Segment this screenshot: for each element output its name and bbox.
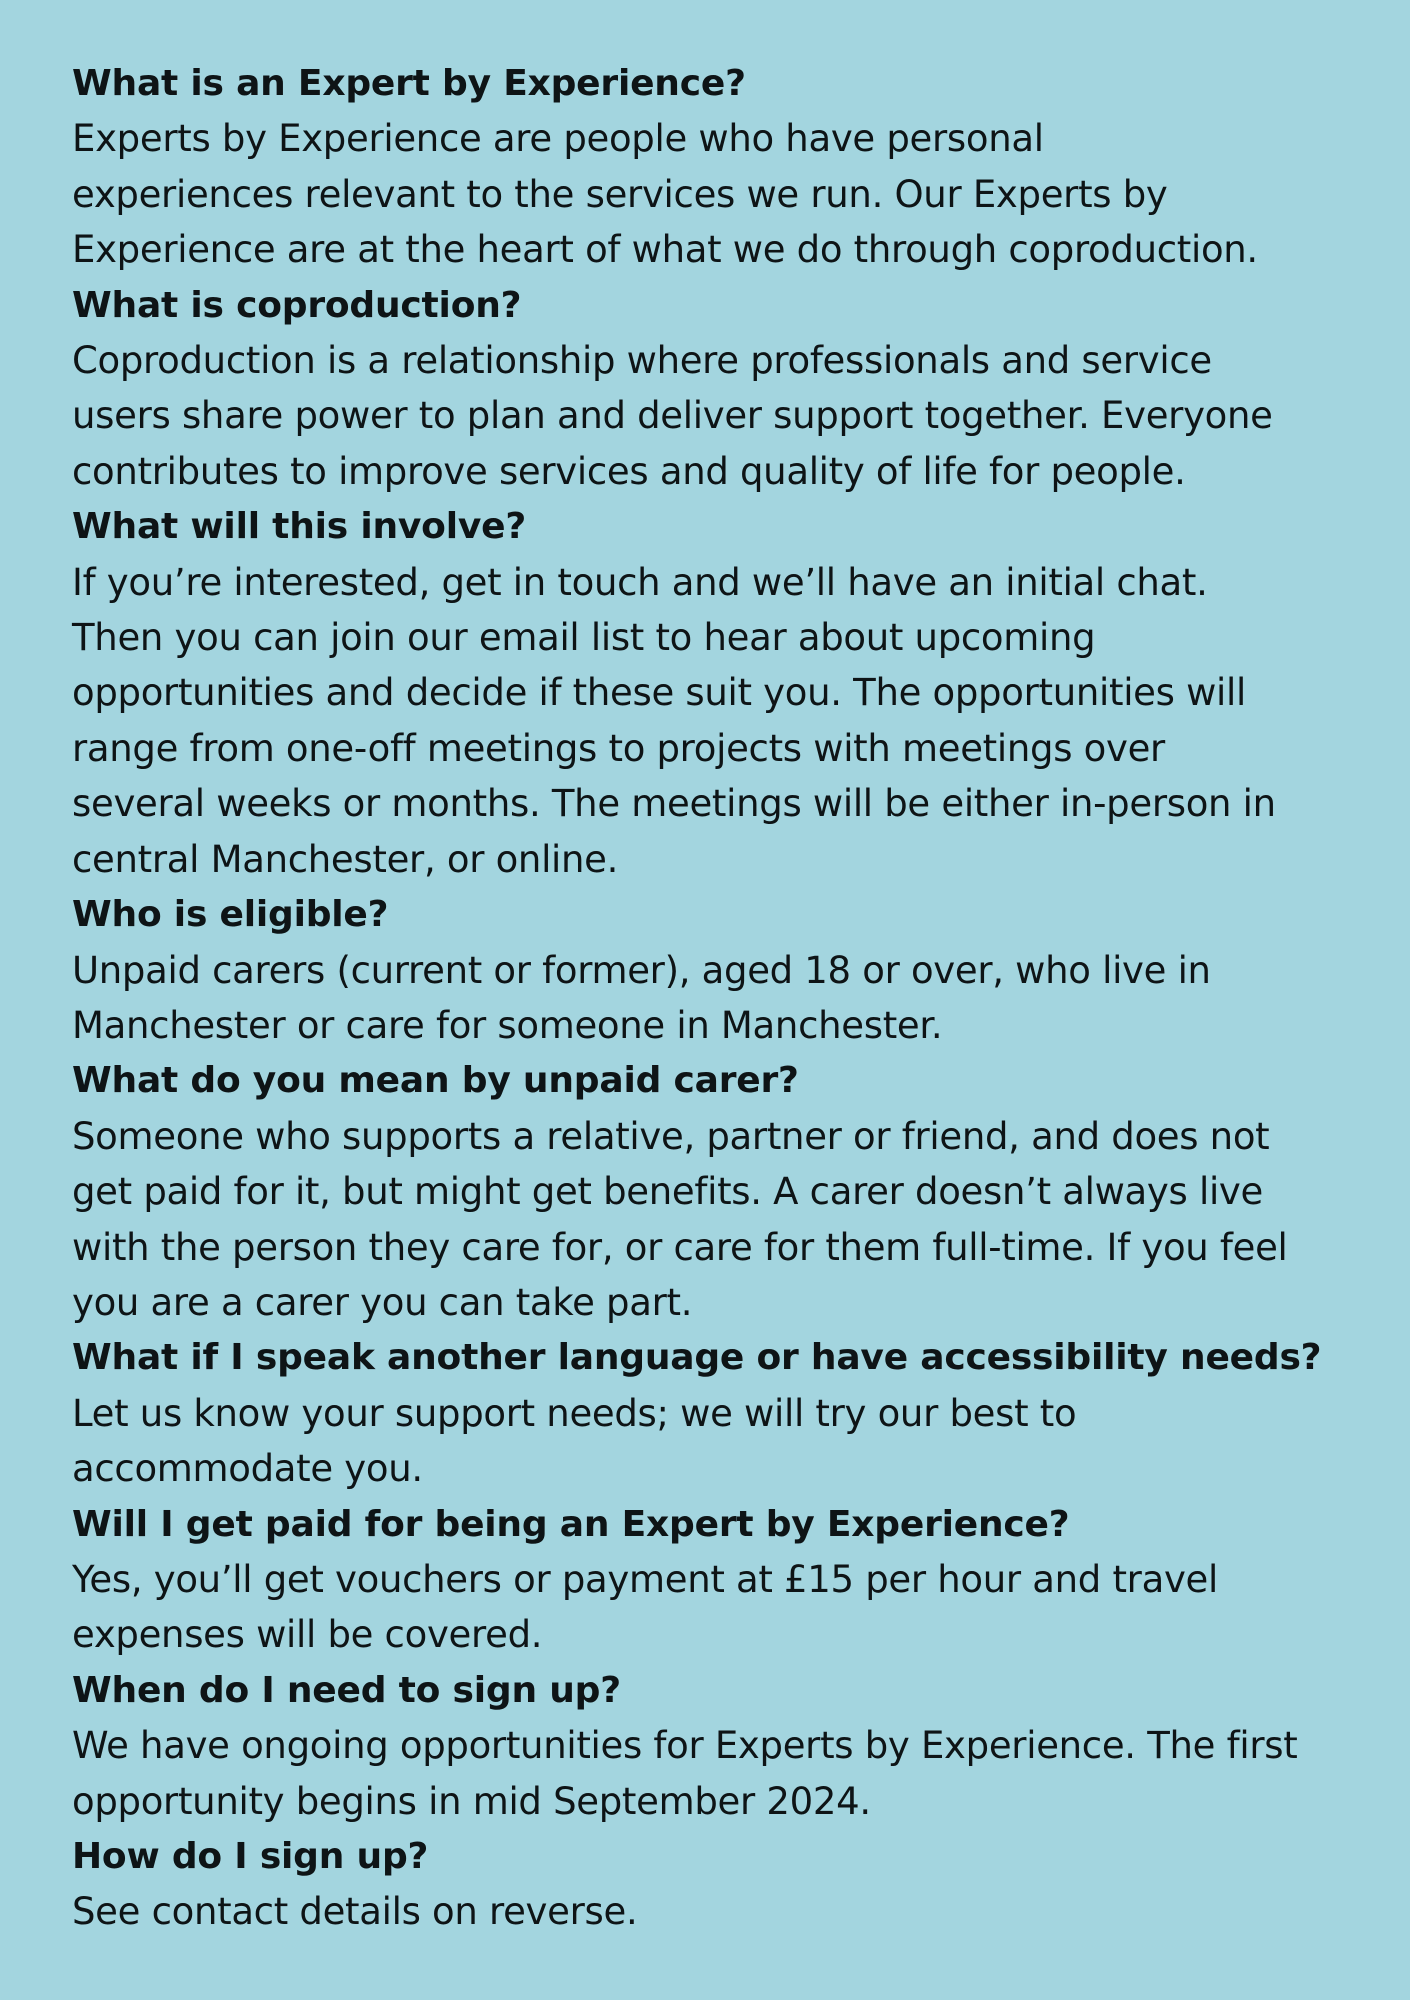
answer-line: Someone who supports a relative, partner or friend, and does not [72,1114,1270,1158]
faq-question: What if I speak another language or have accessibility needs? [72,1337,1322,1379]
answer-line: get paid for it, but might get benefits. A carer doesn’t always live [72,1170,1263,1214]
answer-line: several weeks or months. The meetings will be either in-person in [72,782,1276,826]
answer-line: with the person they care for, or care for them full-time. If you feel [72,1225,1288,1269]
answer-line: expenses will be covered. [72,1613,543,1657]
faq-item-accessibility [72,1330,1342,1496]
faq-item-how-to-signup [72,1829,1342,1940]
faq-item-expert-by-experience [72,56,1342,278]
faq-answer [72,943,1342,1054]
faq-question: What do you mean by unpaid carer? [72,1060,799,1102]
faq-question: What is an Expert by Experience? [72,63,746,104]
faq-item-unpaid-carer [72,1053,1342,1330]
faq-question: What will this involve? [72,506,526,548]
faq-item-coproduction [72,278,1342,500]
faq-item-payment [72,1497,1342,1663]
answer-line: central Manchester, or online. [72,837,619,881]
faq-answer [72,1718,1342,1829]
faq-document [72,56,1342,1940]
faq-answer [72,1109,1342,1331]
faq-item-signup-timing [72,1663,1342,1829]
faq-item-involvement [72,499,1342,887]
faq-answer [72,1884,1342,1939]
faq-answer [72,111,1342,277]
answer-line: users share power to plan and deliver support together. Everyone [72,394,1273,438]
faq-question: Will I get paid for being an Expert by Experience? [72,1503,1070,1545]
faq-question: Who is eligible? [72,894,389,936]
answer-line: Coproduction is a relationship where professionals and service [72,339,1212,383]
answer-line: range from one-off meetings to projects with meetings over [72,726,1165,770]
answer-line: experiences relevant to the services we run. Our Experts by [72,172,1168,216]
answer-line: Then you can join our email list to hear about upcoming [72,616,1096,660]
answer-line: accommodate you. [72,1447,423,1491]
faq-answer [72,1386,1342,1497]
faq-answer [72,555,1342,887]
faq-answer [72,333,1342,499]
faq-answer [72,1552,1342,1663]
answer-line: If you’re interested, get in touch and we’ll have an initial chat. [72,560,1208,604]
answer-line: opportunities and decide if these suit you. The opportunities will [72,671,1246,715]
answer-line: Experience are at the heart of what we do through coproduction. [72,228,1258,272]
answer-line: contributes to improve services and quality of life for people. [72,449,1186,493]
answer-line: Manchester or care for someone in Manchester. [72,1003,943,1047]
answer-line: We have ongoing opportunities for Experts by Experience. The first [72,1724,1298,1768]
answer-line: Experts by Experience are people who have personal [72,117,1044,161]
answer-line: Let us know your support needs; we will try our best to [72,1391,1077,1435]
answer-line: opportunity begins in mid September 2024. [72,1779,871,1823]
faq-item-eligibility [72,887,1342,1053]
answer-line: Unpaid carers (current or former), aged 18 or over, who live in [72,948,1211,992]
faq-question: When do I need to sign up? [72,1669,621,1711]
answer-line: you are a carer you can take part. [72,1280,693,1324]
answer-line: Yes, you’ll get vouchers or payment at £15 per hour and travel [72,1557,1218,1601]
answer-line: See contact details on reverse. [72,1890,638,1934]
faq-question: What is coproduction? [72,284,522,326]
faq-question: How do I sign up? [72,1836,429,1877]
